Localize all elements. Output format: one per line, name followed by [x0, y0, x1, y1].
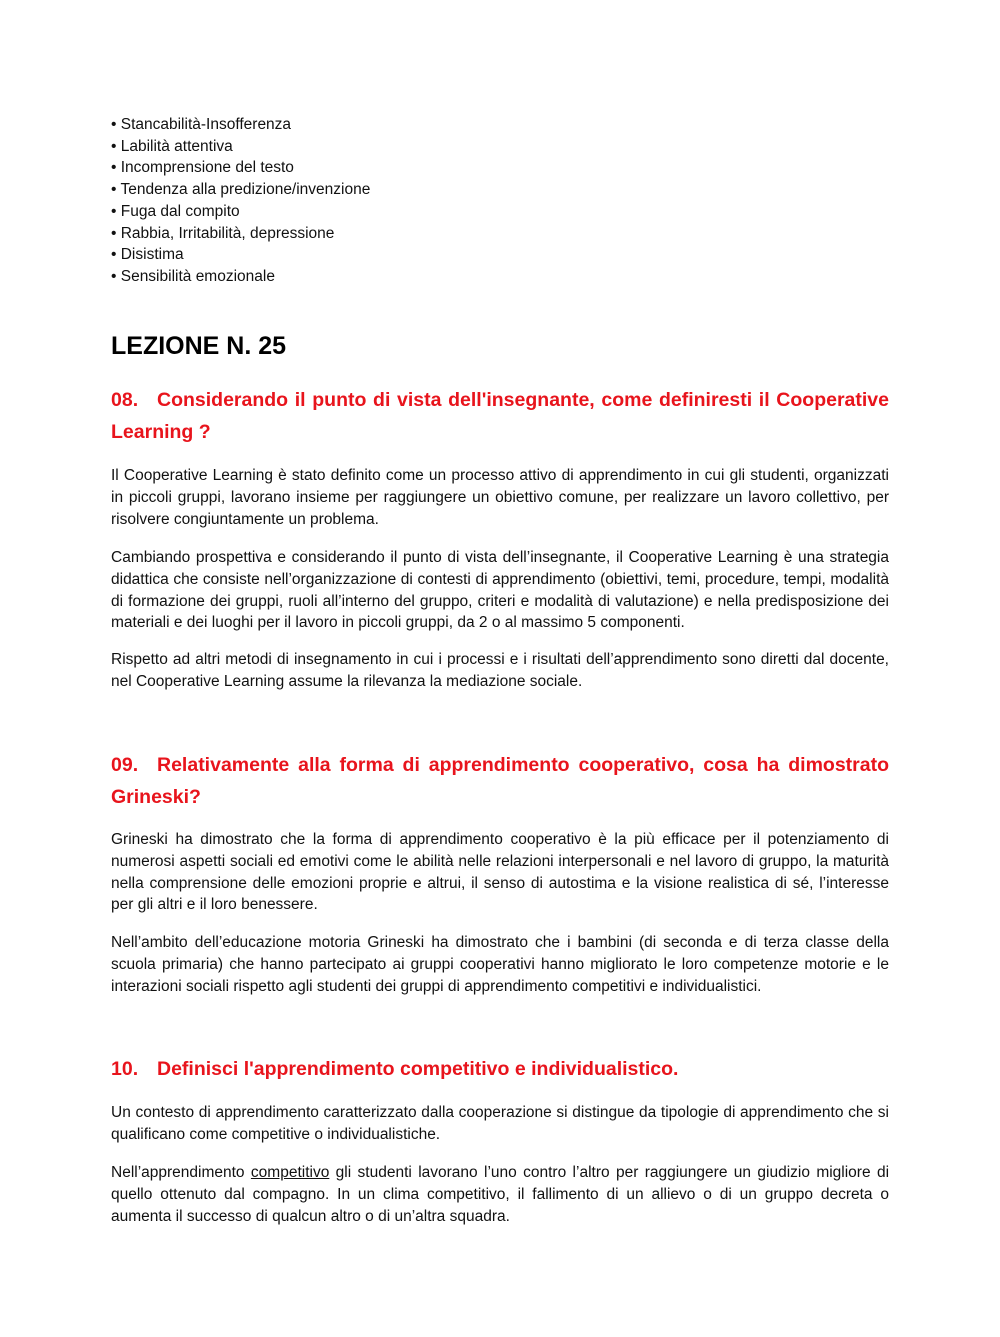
- paragraph-text: gli studenti lavorano l’uno contro l’altro per raggiungere un giudizio migliore di quello ottenuto dal compagno. In un clima competitivo, il fallimento di un allievo o di un gruppo decreta o aumenta il successo di qualcun altro o di un’altra squadra.: [111, 1164, 890, 1225]
- list-item: • Tendenza alla predizione/invenzione: [111, 181, 371, 199]
- paragraph: Un contesto di apprendimento caratterizzato dalla cooperazione si distingue da tipologie di apprendimento che si qualificano come competitive o individualistiche.: [111, 1104, 889, 1143]
- document-page: [111, 114, 890, 1225]
- question-08-heading: [111, 384, 889, 448]
- question-number: 08.: [111, 389, 139, 411]
- question-title: Considerando il punto di vista dell'insegnante, come definiresti il Cooperative Learning ?: [111, 389, 889, 443]
- paragraph: Nell’ambito dell’educazione motoria Grineski ha dimostrato che i bambini (di seconda e di terza classe della scuola primaria) che hanno partecipato ai gruppi cooperativi hanno migliorato le loro competenze motorie e le interazioni sociali rispetto agli studenti dei gruppi di apprendimento competitivi e individualistici.: [111, 934, 889, 995]
- list-item: • Incomprensione del testo: [111, 159, 294, 177]
- list-item: • Fuga dal compito: [111, 202, 240, 220]
- underlined-term: competitivo: [250, 1164, 330, 1181]
- paragraph: Il Cooperative Learning è stato definito come un processo attivo di apprendimento in cui gli studenti, organizzati in piccoli gruppi, lavorano insieme per raggiungere un obiettivo comune, per realizzare un lavoro collettivo, per risolvere congiuntamente un problema.: [111, 467, 889, 528]
- paragraph: Cambiando prospettiva e considerando il punto di vista dell’insegnante, il Cooperative Learning è una strategia didattica che consiste nell’organizzazione di contesti di apprendimento (obiettivi, temi, procedure, tempi, modalità di formazione dei gruppi, ruoli all’interno del gruppo, criteri e modalità di valutazione) e nella predisposizione dei materiali e dei luoghi per il lavoro in piccoli gruppi, da 2 o al massimo 5 componenti.: [111, 549, 889, 632]
- paragraph-text: Nell’apprendimento: [111, 1164, 251, 1181]
- list-item: • Rabbia, Irritabilità, depressione: [111, 224, 335, 242]
- paragraph: [111, 1162, 889, 1227]
- question-number: 09.: [111, 754, 139, 776]
- paragraph: Grineski ha dimostrato che la forma di apprendimento cooperativo è la più efficace per il potenziamento di numerosi aspetti sociali ed emotivi come le abilità nelle relazioni interpersonali e nel lavoro di gruppo, la maturità nella comprensione delle emozioni proprie e altrui, il senso di autostima e la visione realistica di sé, l’interesse per gli altri e il loro benessere.: [111, 831, 889, 914]
- list-item: • Labilità attentiva: [111, 137, 233, 155]
- question-title: Relativamente alla forma di apprendimento cooperativo, cosa ha dimostrato Grineski?: [111, 754, 889, 808]
- bullet-list: [111, 114, 889, 288]
- question-number: 10.: [111, 1058, 139, 1080]
- question-title: Definisci l'apprendimento competitivo e individualistico.: [157, 1058, 679, 1080]
- question-10-heading: [111, 1053, 889, 1085]
- list-item: • Disistima: [111, 246, 184, 264]
- list-item: • Stancabilità-Insofferenza: [111, 116, 292, 133]
- list-item: • Sensibilità emozionale: [111, 267, 275, 285]
- paragraph: Rispetto ad altri metodi di insegnamento in cui i processi e i risultati dell’apprendimento sono diretti dal docente, nel Cooperative Learning assume la rilevanza la mediazione sociale.: [111, 651, 889, 690]
- lesson-title: LEZIONE N. 25: [111, 332, 287, 360]
- question-09-heading: [111, 749, 889, 813]
